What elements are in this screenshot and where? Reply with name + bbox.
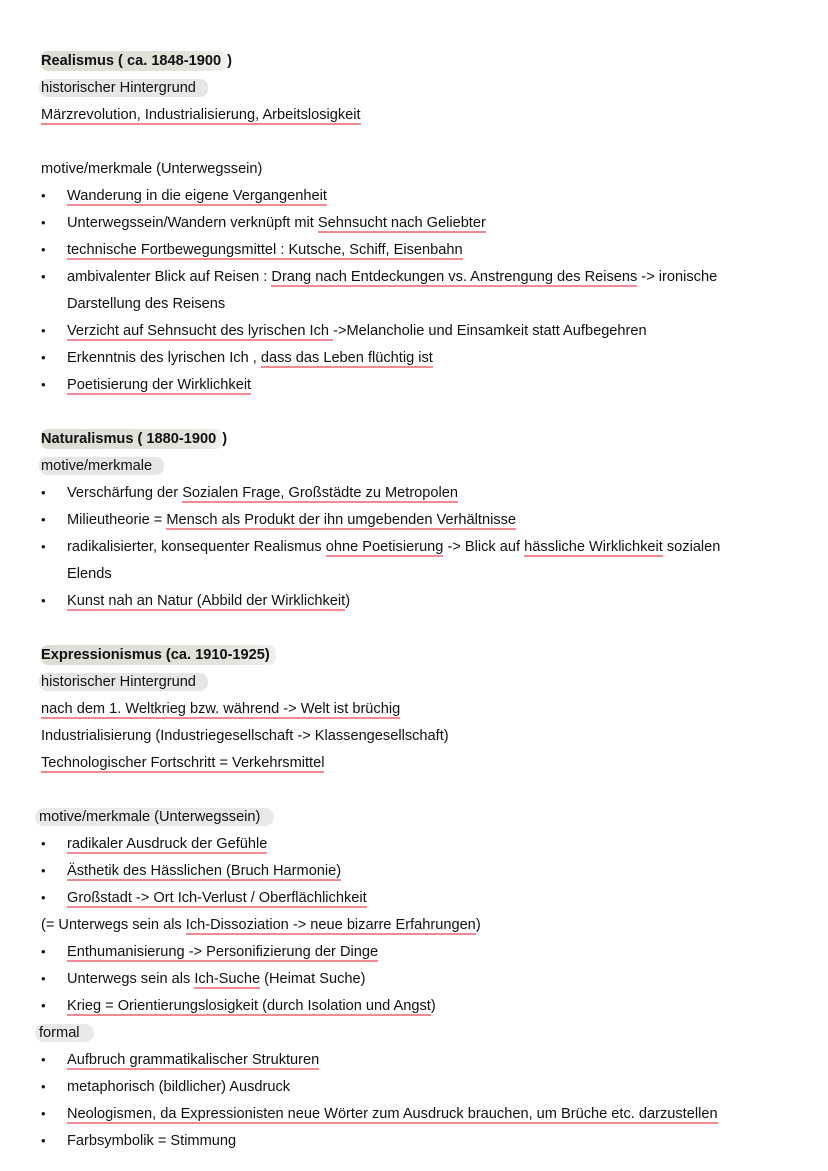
expressionismus-hintergrund-line xyxy=(41,753,801,780)
naturalismus-heading xyxy=(41,429,801,456)
bullet-icon: • xyxy=(41,971,46,986)
text-segment: Unterwegssein/Wandern verknüpft mit xyxy=(67,215,318,231)
list-item xyxy=(41,591,801,618)
realismus-heading xyxy=(41,51,801,78)
text-segment: formal xyxy=(35,1024,94,1042)
text-segment: Poetisierung der Wirklichkeit xyxy=(67,377,252,393)
bullet-icon: • xyxy=(41,377,46,392)
bullet-icon: • xyxy=(41,188,46,203)
text-segment: metaphorisch (bildlicher) Ausdruck xyxy=(67,1079,291,1095)
realismus-hintergrund-label xyxy=(41,78,801,105)
bullet-icon: • xyxy=(41,350,46,365)
text-segment: Darstellung des Reisens xyxy=(67,296,226,312)
list-item-continuation xyxy=(41,564,801,591)
text-segment: dass das Leben flüchtig ist xyxy=(260,350,433,366)
text-segment: Großstadt -> Ort Ich-Verlust / Oberflächlichkeit xyxy=(67,890,367,906)
text-segment: sozialen xyxy=(662,539,721,555)
bullet-icon: • xyxy=(41,485,46,500)
bullet-icon: • xyxy=(41,215,46,230)
text-segment: Farbsymbolik = Stimmung xyxy=(67,1133,237,1149)
text-segment: ohne Poetisierung xyxy=(325,539,444,555)
naturalismus-motive-label xyxy=(41,456,801,483)
text-segment: motive/merkmale (Unterwegssein) xyxy=(35,808,274,826)
text-segment: Sozialen Frage, Großstädte zu Metropolen xyxy=(182,485,459,501)
text-segment: nach dem 1. Weltkrieg bzw. während -> Welt ist brüchig xyxy=(41,701,401,717)
bullet-icon: • xyxy=(41,323,46,338)
list-item xyxy=(41,321,801,348)
text-segment: historischer Hintergrund xyxy=(39,79,208,97)
text-segment: Erkenntnis des lyrischen Ich , xyxy=(67,350,261,366)
bullet-icon: • xyxy=(41,890,46,905)
list-item xyxy=(41,996,801,1023)
list-item xyxy=(41,267,801,294)
list-item xyxy=(41,1077,801,1104)
text-segment: radikalisierter, konsequenter Realismus xyxy=(67,539,326,555)
bullet-icon: • xyxy=(41,863,46,878)
text-segment: Ästhetik des Hässlichen (Bruch Harmonie) xyxy=(67,863,342,879)
bullet-icon: • xyxy=(41,836,46,851)
text-segment: Ich-Dissoziation -> neue bizarre Erfahrungen xyxy=(185,917,476,933)
text-segment: ambivalenter Blick auf Reisen : xyxy=(67,269,272,285)
text-segment: ->Melancholie und Einsamkeit statt Aufbegehren xyxy=(333,323,647,339)
text-segment: Aufbruch grammatikalischer Strukturen xyxy=(67,1052,320,1068)
list-item xyxy=(41,834,801,861)
list-item xyxy=(41,510,801,537)
text-segment: Krieg = Orientierungslosigkeit (durch Isolation und Angst xyxy=(67,998,431,1014)
bullet-icon: • xyxy=(41,1052,46,1067)
list-item xyxy=(41,1104,801,1131)
list-item xyxy=(41,483,801,510)
text-segment: motive/merkmale xyxy=(39,457,164,475)
expressionismus-hintergrund-line xyxy=(41,699,801,726)
bullet-icon: • xyxy=(41,998,46,1013)
text-segment: Ich-Suche xyxy=(194,971,261,987)
text-segment: Verschärfung der xyxy=(67,485,183,501)
text-segment: Wanderung in die eigene Vergangenheit xyxy=(67,188,327,204)
text-segment: hässliche Wirklichkeit xyxy=(524,539,663,555)
list-item xyxy=(41,942,801,969)
expressionismus-hintergrund-label xyxy=(41,672,801,699)
text-segment: Verzicht auf Sehnsucht des lyrischen Ich xyxy=(67,323,334,339)
text-segment: Enthumanisierung -> Personifizierung der Dinge xyxy=(67,944,379,960)
text-segment: Industrialisierung (Industriegesellschaft -> Klassengesellschaft) xyxy=(41,728,449,744)
text-segment: -> ironische xyxy=(637,269,718,285)
spacer xyxy=(41,780,801,807)
list-item xyxy=(41,969,801,996)
text-segment: (= Unterwegs sein als xyxy=(41,917,186,933)
spacer xyxy=(41,618,801,645)
text-segment: Milieutheorie = xyxy=(67,512,167,528)
expressionismus-hintergrund-line xyxy=(41,726,801,753)
text-segment: ) xyxy=(430,998,436,1014)
bullet-icon: • xyxy=(41,269,46,284)
text-segment: Elends xyxy=(67,566,112,582)
text-segment: motive/merkmale (Unterwegssein) xyxy=(41,161,263,177)
text-segment: Märzrevolution, Industrialisierung, Arbeitslosigkeit xyxy=(41,107,361,123)
expressionismus-motive-label xyxy=(41,807,801,834)
text-segment: ) xyxy=(227,53,232,69)
bullet-icon: • xyxy=(41,1106,46,1121)
bullet-icon: • xyxy=(41,1079,46,1094)
text-segment: Technologischer Fortschritt = Verkehrsmittel xyxy=(41,755,325,771)
bullet-icon: • xyxy=(41,512,46,527)
text-segment: Neologismen, da Expressionisten neue Wörter zum Ausdruck brauchen, um Brüche etc. darzustellen xyxy=(67,1106,718,1122)
expressionismus-heading xyxy=(41,645,801,672)
list-item xyxy=(41,213,801,240)
text-segment: technische Fortbewegungsmittel : Kutsche, Schiff, Eisenbahn xyxy=(67,242,463,258)
notes-page xyxy=(41,51,801,1158)
text-segment: Drang nach Entdeckungen vs. Anstrengung des Reisens xyxy=(271,269,638,285)
list-item xyxy=(41,1131,801,1158)
text-segment: (Heimat Suche) xyxy=(260,971,366,987)
text-segment: -> Blick auf xyxy=(443,539,525,555)
list-item xyxy=(41,888,801,915)
spacer xyxy=(41,132,801,159)
bullet-icon: • xyxy=(41,944,46,959)
text-segment: Mensch als Produkt der ihn umgebenden Verhältnisse xyxy=(166,512,517,528)
text-segment: Kunst nah an Natur (Abbild der Wirklichkeit xyxy=(67,593,346,609)
bullet-icon: • xyxy=(41,539,46,554)
dissoziation-note xyxy=(41,915,801,942)
list-item xyxy=(41,375,801,402)
list-item-continuation xyxy=(41,294,801,321)
list-item xyxy=(41,861,801,888)
bullet-icon: • xyxy=(41,1133,46,1148)
text-segment: ) xyxy=(345,593,351,609)
text-segment: ) xyxy=(475,917,481,933)
list-item xyxy=(41,537,801,564)
text-segment: ) xyxy=(222,431,228,447)
realismus-title: Realismus ( ca. 1848-1900 xyxy=(41,51,227,71)
spacer xyxy=(41,402,801,429)
list-item xyxy=(41,240,801,267)
text-segment: historischer Hintergrund xyxy=(39,673,208,691)
text-segment: Unterwegs sein als xyxy=(67,971,195,987)
realismus-hintergrund-text xyxy=(41,105,801,132)
text-segment: Sehnsucht nach Geliebter xyxy=(317,215,486,231)
bullet-icon: • xyxy=(41,242,46,257)
list-item xyxy=(41,186,801,213)
realismus-motive-label xyxy=(41,159,801,186)
formal-label xyxy=(41,1023,801,1050)
list-item xyxy=(41,348,801,375)
text-segment: radikaler Ausdruck der Gefühle xyxy=(67,836,268,852)
naturalismus-title: Naturalismus ( 1880-1900 xyxy=(41,429,222,449)
bullet-icon: • xyxy=(41,593,46,608)
list-item xyxy=(41,1050,801,1077)
expressionismus-title: Expressionismus (ca. 1910-1925) xyxy=(41,645,276,665)
